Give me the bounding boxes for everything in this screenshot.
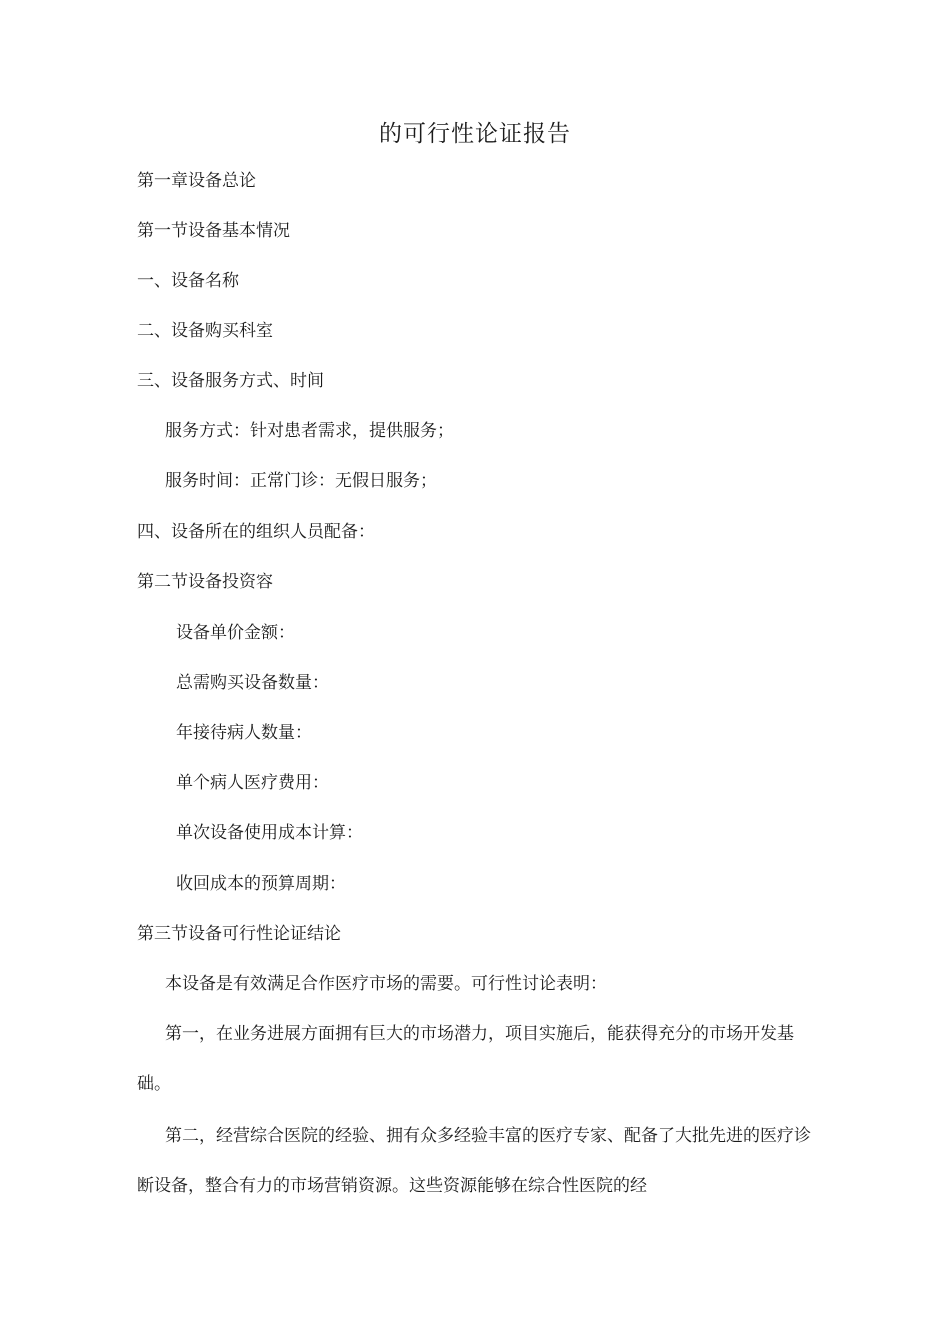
field-line: 总需购买设备数量： <box>176 673 329 693</box>
item-heading: 一、设备名称 <box>137 271 239 291</box>
body-paragraph: 第二，经营综合医院的经验、拥有众多经验丰富的医疗专家、配备了大批先进的医疗诊断设备，整合有力的市场营销资源。这些资源能够在综合性医院的经 <box>137 1126 811 1196</box>
item-heading: 二、设备购买科室 <box>137 321 273 341</box>
section-heading: 第三节设备可行性论证结论 <box>137 924 341 944</box>
body-line: 服务方式：针对患者需求，提供服务； <box>165 421 454 441</box>
document-title: 的可行性论证报告 <box>379 121 571 147</box>
item-heading: 三、设备服务方式、时间 <box>137 371 324 391</box>
item-heading: 四、设备所在的组织人员配备： <box>137 522 375 542</box>
field-line: 收回成本的预算周期： <box>176 874 346 894</box>
field-line: 年接待病人数量： <box>176 723 312 743</box>
body-line: 本设备是有效满足合作医疗市场的需要。可行性讨论表明： <box>165 974 607 994</box>
field-line: 单个病人医疗费用： <box>176 773 329 793</box>
field-line: 设备单价金额： <box>176 623 295 643</box>
body-paragraph: 第一，在业务进展方面拥有巨大的市场潜力，项目实施后，能获得充分的市场开发基础。 <box>137 1024 794 1094</box>
chapter-heading: 第一章设备总论 <box>137 171 256 191</box>
section-heading: 第一节设备基本情况 <box>137 221 290 241</box>
field-line: 单次设备使用成本计算： <box>176 823 363 843</box>
section-heading: 第二节设备投资容 <box>137 572 273 592</box>
body-line: 服务时间：正常门诊：无假日服务； <box>165 471 437 491</box>
